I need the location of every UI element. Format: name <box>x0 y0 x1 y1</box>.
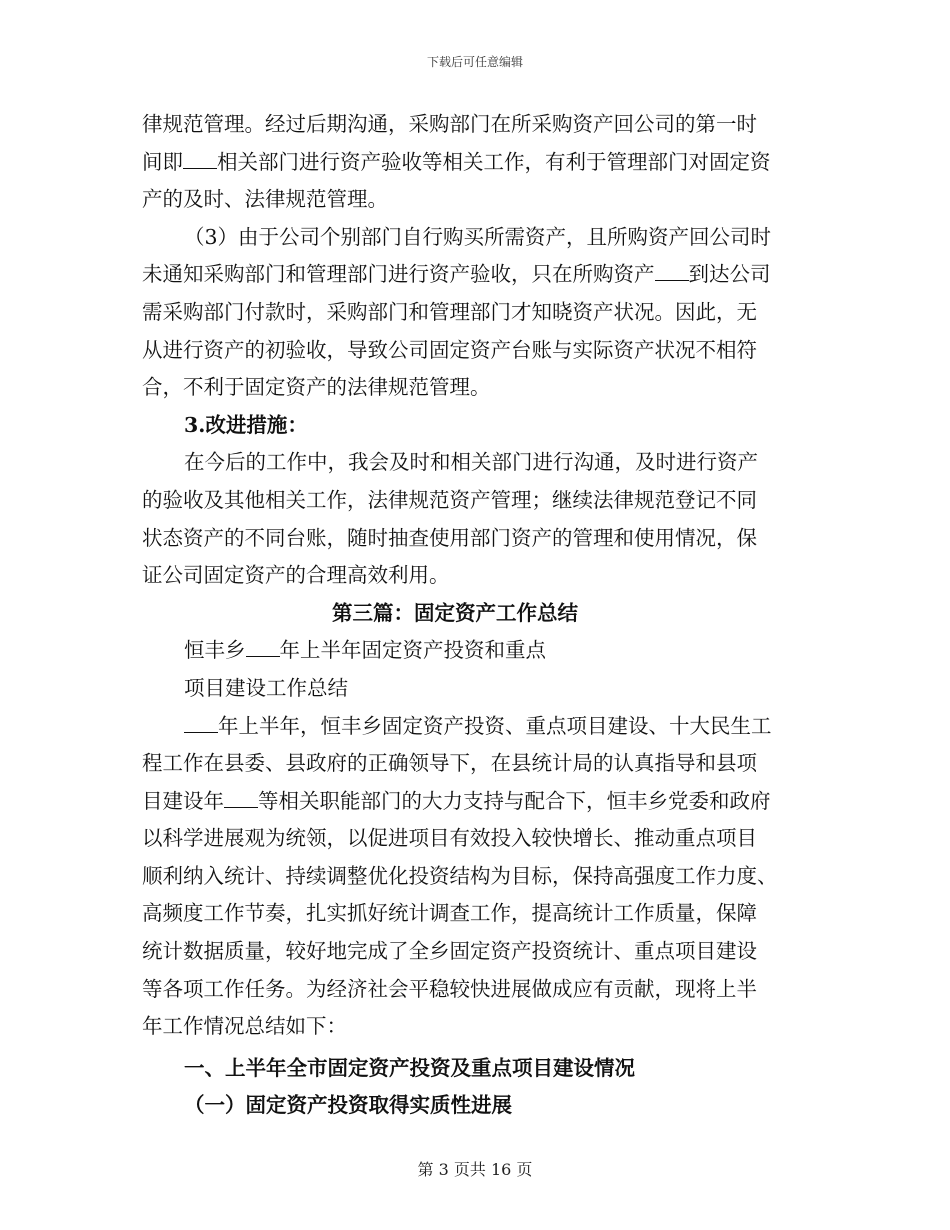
paragraph-line: 从进行资产的初验收，导致公司固定资产台账与实际资产状况不相符 <box>142 337 757 362</box>
paragraph-line: 以科学进展观为统领，以促进项目有效投入较快增长、推动重点项目 <box>142 826 757 851</box>
paragraph-line: （3）由于公司个别部门自行购买所需资产，且所购资产回公司时 <box>184 224 772 249</box>
paragraph-line: 目建设年 等相关职能部门的大力支持与配合下，恒丰乡党委和政府 <box>142 788 771 813</box>
fill-blank <box>655 261 689 281</box>
paragraph-line: 证公司固定资产的合理高效利用。 <box>142 563 450 588</box>
paragraph-line: 的验收及其他相关工作，法律规范资产管理；继续法律规范登记不同 <box>142 487 757 512</box>
paragraph-line: 在今后的工作中，我会及时和相关部门进行沟通，及时进行资产 <box>184 450 758 475</box>
paragraph-line: 状态资产的不同台账，随时抽查使用部门资产的管理和使用情况，保 <box>142 525 757 550</box>
section-heading-1: 一、上半年全市固定资产投资及重点项目建设情况 <box>184 1055 635 1080</box>
paragraph-line: 统计数据质量，较好地完成了全乡固定资产投资统计、重点项目建设 <box>142 939 757 964</box>
paragraph-line: 程工作在县委、县政府的正确领导下，在县统计局的认真指导和县项 <box>142 751 757 776</box>
subtitle-line: 恒丰乡 年上半年固定资产投资和重点 <box>184 638 546 663</box>
paragraph-line: 律规范管理。经过后期沟通，采购部门在所采购资产回公司的第一时 <box>142 112 757 136</box>
fill-blank <box>184 712 218 732</box>
fill-blank <box>224 787 258 807</box>
fill-blank <box>246 637 280 657</box>
paragraph-line: 产的及时、法律规范管理。 <box>142 187 388 212</box>
subsection-heading-1: （一）固定资产投资取得实质性进展 <box>184 1093 512 1118</box>
subtitle-line: 项目建设工作总结 <box>184 675 348 700</box>
paragraph-line: 高频度工作节奏，扎实抓好统计调查工作，提高统计工作质量，保障 <box>142 901 757 926</box>
document-body <box>142 106 814 1125</box>
page-header: 下载后可任意编辑 <box>426 55 523 69</box>
paragraph-line: 顺利纳入统计、持续调整优化投资结构为目标，保持高强度工作力度、 <box>142 863 778 888</box>
fill-blank <box>183 148 217 168</box>
paragraph-line: 间即 相关部门进行资产验收等相关工作，有利于管理部门对固定资 <box>142 149 771 174</box>
paragraph-line: 年工作情况总结如下： <box>142 1014 347 1039</box>
paragraph-line: 合，不利于固定资产的法律规范管理。 <box>142 375 491 400</box>
paragraph-line: 年上半年，恒丰乡固定资产投资、重点项目建设、十大民生工 <box>142 708 814 746</box>
section-heading-improvement: 3.改进措施： <box>184 412 308 437</box>
chapter-title: 第三篇：固定资产工作总结 <box>332 600 578 625</box>
page-footer: 第 3 页共 16 页 <box>417 1160 533 1179</box>
paragraph-line: 未通知采购部门和管理部门进行资产验收，只在所购资产 到达公司 <box>142 262 771 287</box>
paragraph-line: 等各项工作任务。为经济社会平稳较快进展做成应有贡献，现将上半 <box>142 976 757 1001</box>
paragraph-line: 需采购部门付款时，采购部门和管理部门才知晓资产状况。因此，无 <box>142 299 757 324</box>
